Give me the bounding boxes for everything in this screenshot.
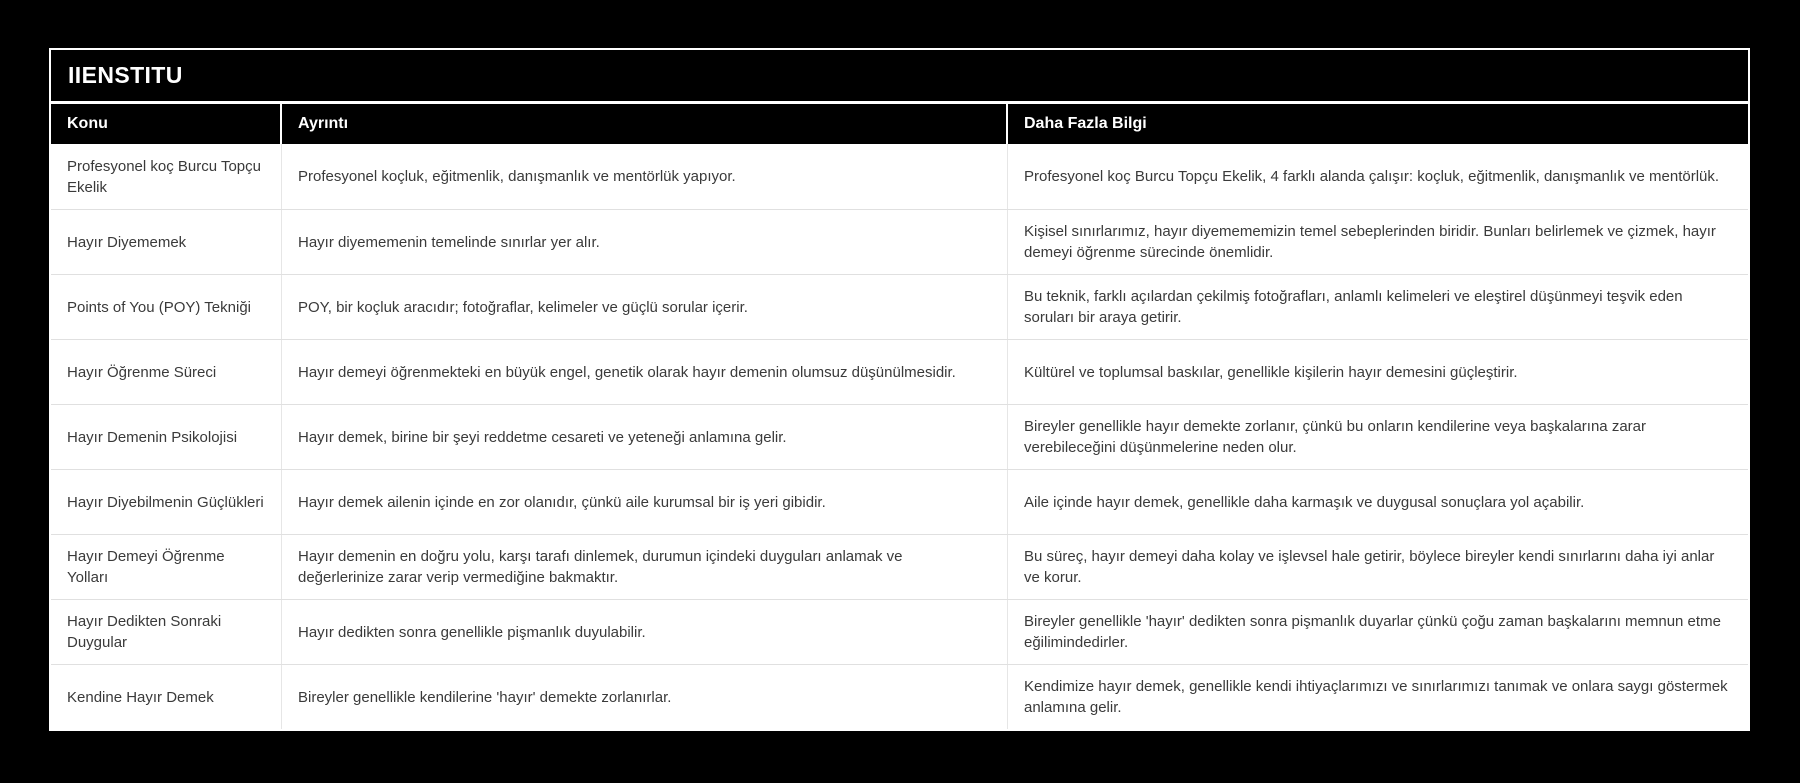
cell-konu bbox=[51, 470, 282, 534]
cell-ayrinti bbox=[282, 210, 1008, 274]
cell-text: Hayır Diyememek bbox=[67, 233, 187, 251]
cell-daha-fazla-bilgi bbox=[1008, 600, 1748, 664]
cell-ayrinti bbox=[282, 144, 1008, 209]
table-row bbox=[51, 534, 1748, 599]
cell-daha-fazla-bilgi bbox=[1008, 210, 1748, 274]
cell-daha-fazla-bilgi bbox=[1008, 340, 1748, 404]
cell-konu bbox=[51, 600, 282, 664]
cell-daha-fazla-bilgi bbox=[1008, 144, 1748, 209]
column-header-daha-fazla-bilgi: Daha Fazla Bilgi bbox=[1024, 115, 1147, 132]
cell-ayrinti bbox=[282, 535, 1008, 599]
cell-konu bbox=[51, 340, 282, 404]
cell-ayrinti bbox=[282, 665, 1008, 729]
cell-text: Hayır demek, birine bir şeyi reddetme cesareti ve yeteneği anlamına gelir. bbox=[298, 428, 787, 446]
cell-text: Profesyonel koçluk, eğitmenlik, danışmanlık ve mentörlük yapıyor. bbox=[298, 168, 736, 185]
cell-daha-fazla-bilgi bbox=[1008, 470, 1748, 534]
cell-konu bbox=[51, 405, 282, 469]
cell-text: Hayır Diyebilmenin Güçlükleri bbox=[67, 493, 264, 511]
cell-text: Hayır demenin en doğru yolu, karşı tarafı dinlemek, durumun içindeki duyguları anlamak ve değerlerinize zarar verip vermediğine bakmaktır. bbox=[298, 548, 903, 586]
table-row bbox=[51, 599, 1748, 664]
cell-text: Hayır demek ailenin içinde en zor olanıdır, çünkü aile kurumsal bir iş yeri gibidir. bbox=[298, 493, 826, 511]
cell-text: Aile içinde hayır demek, genellikle daha karmaşık ve duygusal sonuçlara yol açabilir. bbox=[1024, 493, 1585, 511]
cell-daha-fazla-bilgi bbox=[1008, 665, 1748, 729]
cell-text: Profesyonel koç Burcu Topçu Ekelik, 4 farklı alanda çalışır: koçluk, eğitmenlik, danışmanlık ve mentörlük. bbox=[1024, 168, 1720, 185]
table-row bbox=[51, 469, 1748, 534]
table-row bbox=[51, 209, 1748, 274]
cell-text: Points of You (POY) Tekniği bbox=[67, 298, 251, 316]
cell-konu bbox=[51, 665, 282, 729]
cell-konu bbox=[51, 535, 282, 599]
cell-ayrinti bbox=[282, 470, 1008, 534]
cell-text: Hayır Demeyi Öğrenme Yolları bbox=[67, 548, 225, 586]
cell-text: Hayır Dedikten Sonraki Duygular bbox=[67, 613, 222, 651]
cell-text: Hayır Öğrenme Süreci bbox=[67, 363, 217, 381]
page-title: IIENSTITU bbox=[68, 62, 183, 88]
cell-ayrinti bbox=[282, 405, 1008, 469]
cell-konu bbox=[51, 275, 282, 339]
cell-text: Kültürel ve toplumsal baskılar, genellikle kişilerin hayır demesini güçleştirir. bbox=[1024, 363, 1518, 381]
table-row bbox=[51, 144, 1748, 209]
table-row bbox=[51, 664, 1748, 729]
cell-text: Hayır demeyi öğrenmekteki en büyük engel, genetik olarak hayır demenin olumsuz düşünülmesidir. bbox=[298, 363, 956, 381]
cell-ayrinti bbox=[282, 600, 1008, 664]
cell-text: Bireyler genellikle hayır demekte zorlanır, çünkü bu onların kendilerine veya başkalarına zarar verebileceğini düşünmelerine neden olur. bbox=[1024, 418, 1646, 456]
cell-text: Profesyonel koç Burcu Topçu Ekelik bbox=[67, 157, 261, 196]
column-header-ayrinti: Ayrıntı bbox=[282, 104, 1008, 144]
column-header-konu: Konu bbox=[51, 104, 282, 144]
cell-text: Hayır diyememenin temelinde sınırlar yer alır. bbox=[298, 233, 600, 251]
table-header-row bbox=[51, 104, 1748, 144]
cell-daha-fazla-bilgi bbox=[1008, 405, 1748, 469]
table-row bbox=[51, 339, 1748, 404]
cell-text: POY, bir koçluk aracıdır; fotoğraflar, kelimeler ve güçlü sorular içerir. bbox=[298, 298, 748, 316]
cell-ayrinti bbox=[282, 340, 1008, 404]
cell-konu bbox=[51, 144, 282, 209]
title-band bbox=[51, 50, 1748, 104]
table-row bbox=[51, 404, 1748, 469]
table-body bbox=[51, 144, 1748, 729]
cell-text: Kişisel sınırlarımız, hayır diyemememizin temel sebeplerinden biridir. Bunları belirlemek ve çizmek, hayır demeyi öğrenme sürecinde önemlidir. bbox=[1024, 223, 1716, 261]
table-row bbox=[51, 274, 1748, 339]
cell-text: Hayır dedikten sonra genellikle pişmanlık duyulabilir. bbox=[298, 623, 646, 641]
cell-text: Bu teknik, farklı açılardan çekilmiş fotoğrafları, anlamlı kelimeleri ve eleştirel düşünmeyi teşvik eden soruları bir araya getirir. bbox=[1024, 288, 1683, 326]
cell-ayrinti bbox=[282, 275, 1008, 339]
cell-konu bbox=[51, 210, 282, 274]
cell-text: Bireyler genellikle 'hayır' dedikten sonra pişmanlık duyarlar çünkü çoğu zaman başkalarını memnun etme eğilimindedirler. bbox=[1024, 613, 1721, 651]
cell-text: Bireyler genellikle kendilerine 'hayır' demekte zorlanırlar. bbox=[298, 688, 672, 706]
cell-daha-fazla-bilgi bbox=[1008, 535, 1748, 599]
content-table-card bbox=[49, 48, 1750, 731]
cell-daha-fazla-bilgi bbox=[1008, 275, 1748, 339]
cell-text: Bu süreç, hayır demeyi daha kolay ve işlevsel hale getirir, böylece bireyler kendi sınırlarını daha iyi anlar ve korur. bbox=[1024, 548, 1715, 586]
cell-text: Kendimize hayır demek, genellikle kendi ihtiyaçlarımızı ve sınırlarımızı tanımak ve onlara saygı göstermek anlamına gelir. bbox=[1024, 678, 1728, 716]
cell-text: Hayır Demenin Psikolojisi bbox=[67, 428, 238, 446]
cell-text: Kendine Hayır Demek bbox=[67, 688, 214, 706]
